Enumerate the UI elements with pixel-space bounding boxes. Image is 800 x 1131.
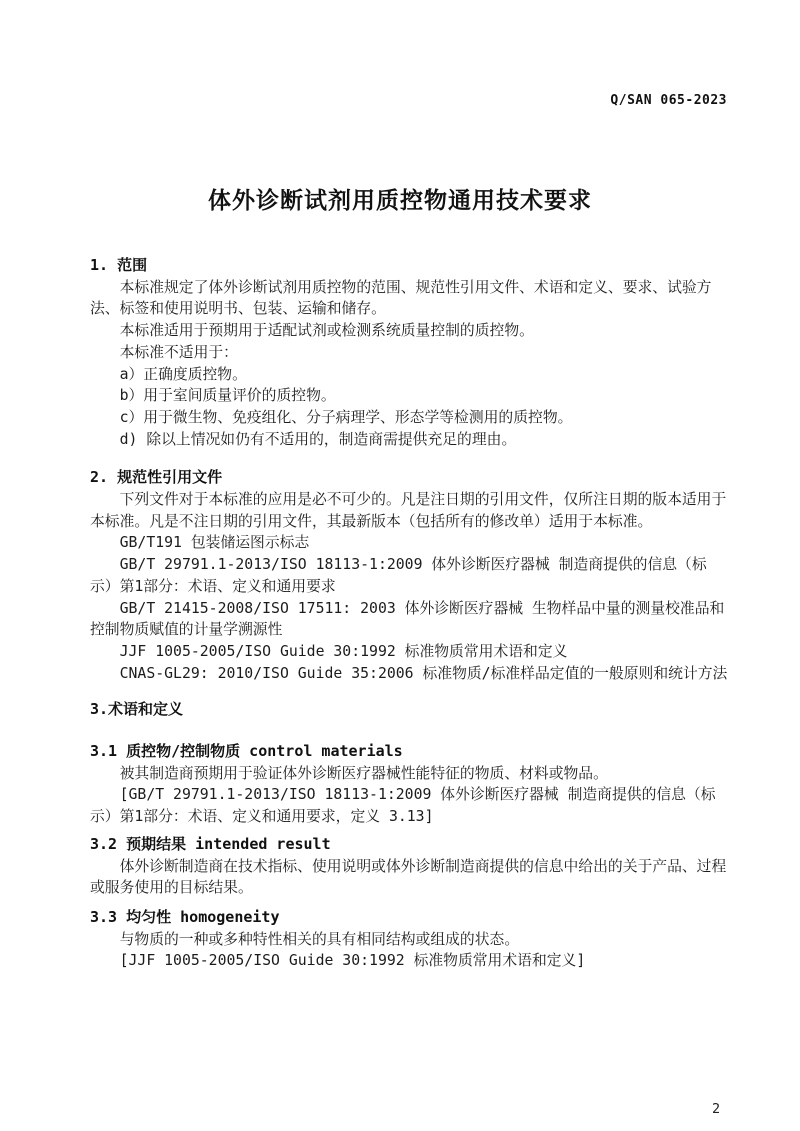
list-item-d: d) 除以上情况如仍有不适用的，制造商需提供充足的理由。: [119, 430, 517, 448]
source-reference: [GB/T 29791.1-2013/ISO 18113-1:2009 体外诊断医疗器械 制造商提供的信息（标示）第1部分：术语、定义和通用要求，定义 3.13]: [90, 786, 716, 826]
reference-item: CNAS-GL29: 2010/ISO Guide 35:2006 标准物质/标准样品定值的一般原则和统计方法: [119, 664, 728, 682]
list-item-a: a）正确度质控物。: [119, 365, 247, 383]
section-2-heading: 2. 规范性引用文件: [90, 468, 223, 487]
reference-item: GB/T 21415-2008/ISO 17511: 2003 体外诊断医疗器械 生物样品中量的测量校准品和控制物质赋值的计量学溯源性: [90, 599, 725, 639]
definition: 体外诊断制造商在技术指标、使用说明或体外诊断制造商提供的信息中给出的关于产品、过程或服务使用的目标结果。: [90, 857, 727, 897]
paragraph: 本标准不适用于：: [119, 343, 238, 361]
reference-item: JJF 1005-2005/ISO Guide 30:1992 标准物质常用术语和定义: [119, 642, 568, 660]
definition: 与物质的一种或多种特性相关的具有相同结构或组成的状态。: [119, 930, 520, 948]
definition: 被其制造商预期用于验证体外诊断医疗器械性能特征的物质、材料或物品。: [119, 764, 608, 782]
paragraph: 本标准规定了体外诊断试剂用质控物的范围、规范性引用文件、术语和定义、要求、试验方法、标签和使用说明书、包装、运输和储存。: [90, 278, 712, 318]
reference-item: GB/T 29791.1-2013/ISO 18113-1:2009 体外诊断医疗器械 制造商提供的信息（标示）第1部分：术语、定义和通用要求: [90, 556, 707, 595]
section-1-heading: 1. 范围: [90, 256, 148, 274]
term-3-2-heading: 3.2 预期结果 intended result: [90, 834, 331, 853]
source-reference: [JJF 1005-2005/ISO Guide 30:1992 标准物质常用术语和定义]: [119, 952, 586, 970]
doc-code: Q/SAN 065-2023: [610, 93, 727, 108]
document-body: [90, 255, 728, 972]
paragraph: 下列文件对于本标准的应用是必不可少的。凡是注日期的引用文件，仅所注日期的版本适用于本标准。凡是不注日期的引用文件，其最新版本（包括所有的修改单）适用于本标准。: [90, 491, 727, 530]
page-number: 2: [712, 1101, 721, 1117]
paragraph: 本标准适用于预期用于适配试剂或检测系统质量控制的质控物。: [119, 322, 534, 340]
term-3-3-heading: 3.3 均匀性 homogeneity: [90, 907, 280, 926]
section-3-heading: 3.术语和定义: [90, 700, 184, 719]
page-title: 体外诊断试剂用质控物通用技术要求: [208, 188, 592, 214]
list-item-b: b）用于室间质量评价的质控物。: [119, 387, 336, 405]
term-3-1-heading: 3.1 质控物/控制物质 control materials: [90, 742, 403, 761]
reference-item: GB/T191 包装储运图示标志: [119, 534, 310, 552]
list-item-c: c）用于微生物、免疫组化、分子病理学、形态学等检测用的质控物。: [119, 408, 573, 426]
